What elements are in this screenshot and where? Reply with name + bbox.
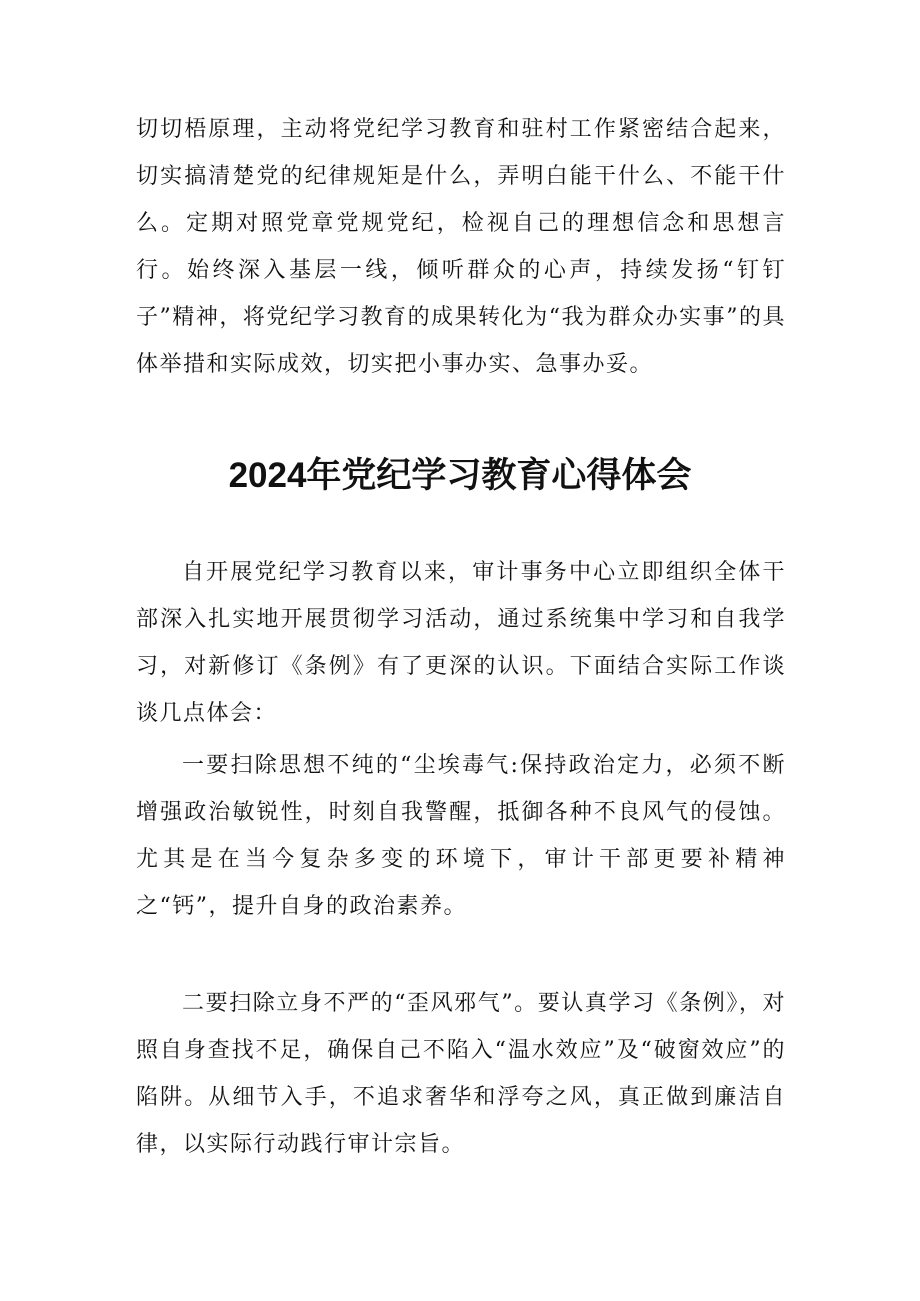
paragraph-intro-experience: 自开展党纪学习教育以来，审计事务中心立即组织全体干部深入扎实地开展贯彻学习活动，通过系统集中学习和自我学习，对新修订《条例》有了更深的认识。下面结合实际工作谈谈几点体会： <box>136 560 786 726</box>
intro-paragraph: 切切梧原理，主动将党纪学习教育和驻村工作紧密结合起来，切实搞清楚党的纪律规矩是什么，弄明白能干什么、不能干什么。定期对照党章党规党纪，检视自己的理想信念和思想言行。始终深入基层一线，倾听群众的心声，持续发扬“钉钉子”精神，将党纪学习教育的成果转化为“我为群众办实事”的具体举措和实际成效，切实把小事办实、急事办妥。 <box>136 117 786 377</box>
page-title: 2024年党纪学习教育心得体会 <box>228 456 692 495</box>
paragraph-point-two: 二要扫除立身不严的“歪风邪气”。要认真学习《条例》，对照自身查找不足，确保自己不陷入“温水效应”及“破窗效应”的陷阱。从细节入手，不追求奢华和浮夸之风，真正做到廉洁自律，以实际行动践行审计宗旨。 <box>136 991 786 1157</box>
paragraph-point-one: 一要扫除思想不纯的“尘埃毒气:保持政治定力，必须不断增强政治敏锐性，时刻自我警醒，抵御各种不良风气的侵蚀。尤其是在当今复杂多变的环境下，审计干部更要补精神之“钙”，提升自身的政治素养。 <box>136 753 786 919</box>
